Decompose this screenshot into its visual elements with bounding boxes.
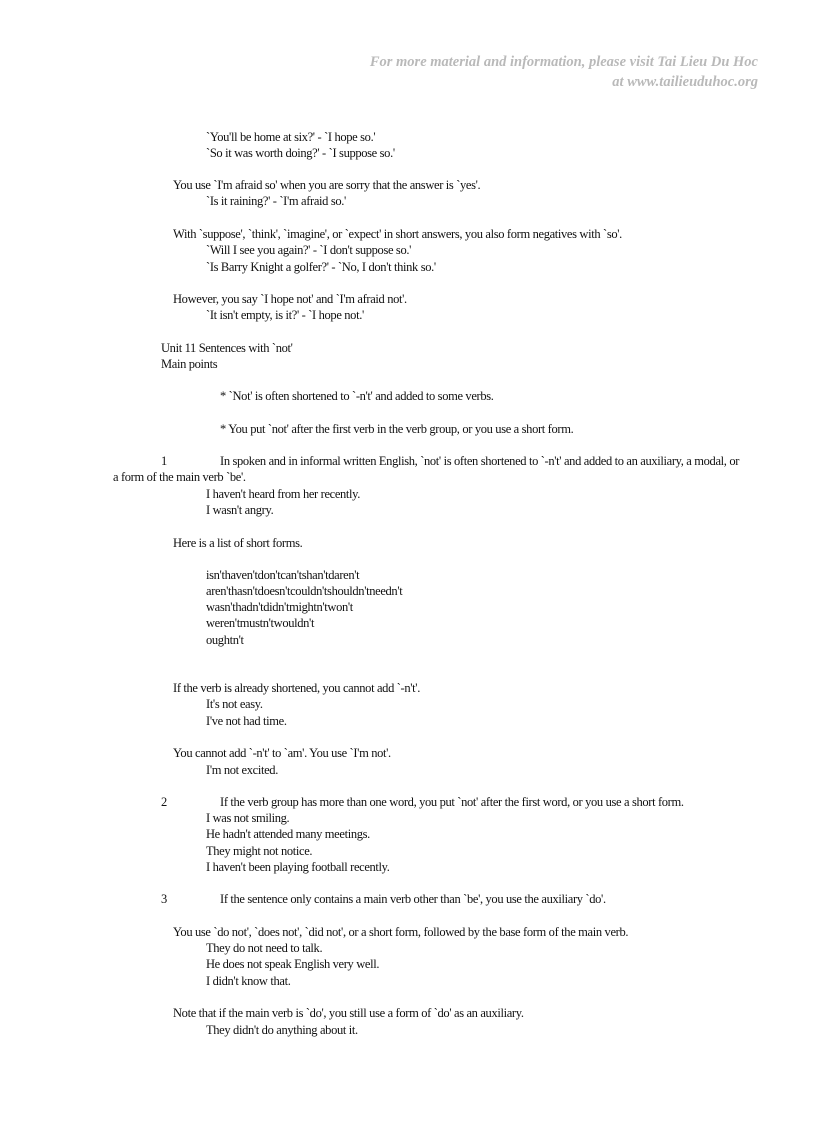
short-forms-row: isn'thaven'tdon'tcan'tshan'tdaren't: [206, 568, 360, 582]
example-line: They might not notice.: [206, 844, 313, 858]
section-number: 3: [161, 892, 167, 906]
example-line: I didn't know that.: [206, 974, 291, 988]
short-forms-row: weren'tmustn'twouldn't: [206, 616, 315, 630]
example-line: `Is Barry Knight a golfer?' - `No, I don't think so.': [206, 260, 436, 274]
example-line: I was not smiling.: [206, 811, 290, 825]
paragraph-line: a form of the main verb `be'.: [113, 470, 246, 484]
example-line: `So it was worth doing?' - `I suppose so.': [206, 146, 395, 160]
paragraph-line: However, you say `I hope not' and `I'm afraid not'.: [173, 292, 407, 306]
example-line: They do not need to talk.: [206, 941, 323, 955]
example-line: `Is it raining?' - `I'm afraid so.': [206, 194, 346, 208]
paragraph-line: Note that if the main verb is `do', you still use a form of `do' as an auxiliary.: [173, 1006, 524, 1020]
example-line: I've not had time.: [206, 714, 287, 728]
example-line: I'm not excited.: [206, 763, 278, 777]
main-points-heading: Main points: [161, 357, 218, 371]
paragraph-line: If the verb is already shortened, you cannot add `-n't'.: [173, 681, 420, 695]
example-line: I haven't heard from her recently.: [206, 487, 361, 501]
watermark-line-2: at www.tailieuduhoc.org: [612, 74, 758, 90]
example-line: I haven't been playing football recently.: [206, 860, 390, 874]
paragraph-line: With `suppose', `think', `imagine', or `expect' in short answers, you also form negatives with `so'.: [173, 227, 622, 241]
short-forms-row: oughtn't: [206, 633, 244, 647]
example-line: `You'll be home at six?' - `I hope so.': [206, 130, 376, 144]
paragraph-line: In spoken and in informal written English, `not' is often shortened to `-n't' and added to an auxiliary, a modal, or: [220, 454, 740, 468]
bullet-point: * You put `not' after the first verb in the verb group, or you use a short form.: [220, 422, 574, 436]
bullet-point: * `Not' is often shortened to `-n't' and added to some verbs.: [220, 389, 494, 403]
site-watermark: [370, 52, 758, 92]
paragraph-line: You use `do not', `does not', `did not', or a short form, followed by the base form of the main verb.: [173, 925, 629, 939]
section-number: 2: [161, 795, 167, 809]
example-line: It's not easy.: [206, 697, 263, 711]
watermark-line-1: For more material and information, please visit Tai Lieu Du Hoc: [369, 54, 758, 70]
example-line: They didn't do anything about it.: [206, 1023, 358, 1037]
unit-heading: Unit 11 Sentences with `not': [161, 341, 293, 355]
example-line: I wasn't angry.: [206, 503, 274, 517]
section-number: 1: [161, 454, 167, 468]
short-forms-row: wasn'thadn'tdidn'tmightn'twon't: [206, 600, 353, 614]
example-line: `It isn't empty, is it?' - `I hope not.': [206, 308, 364, 322]
short-forms-row: aren'thasn'tdoesn'tcouldn'tshouldn'tneedn't: [206, 584, 403, 598]
paragraph-line: Here is a list of short forms.: [173, 536, 303, 550]
example-line: He hadn't attended many meetings.: [206, 827, 370, 841]
paragraph-line: You use `I'm afraid so' when you are sorry that the answer is `yes'.: [173, 178, 481, 192]
example-line: He does not speak English very well.: [206, 957, 380, 971]
example-line: `Will I see you again?' - `I don't suppose so.': [206, 243, 412, 257]
paragraph-line: You cannot add `-n't' to `am'. You use `I'm not'.: [173, 746, 391, 760]
paragraph-line: If the sentence only contains a main verb other than `be', you use the auxiliary `do'.: [220, 892, 606, 906]
paragraph-line: If the verb group has more than one word, you put `not' after the first word, or you use a short form.: [220, 795, 684, 809]
